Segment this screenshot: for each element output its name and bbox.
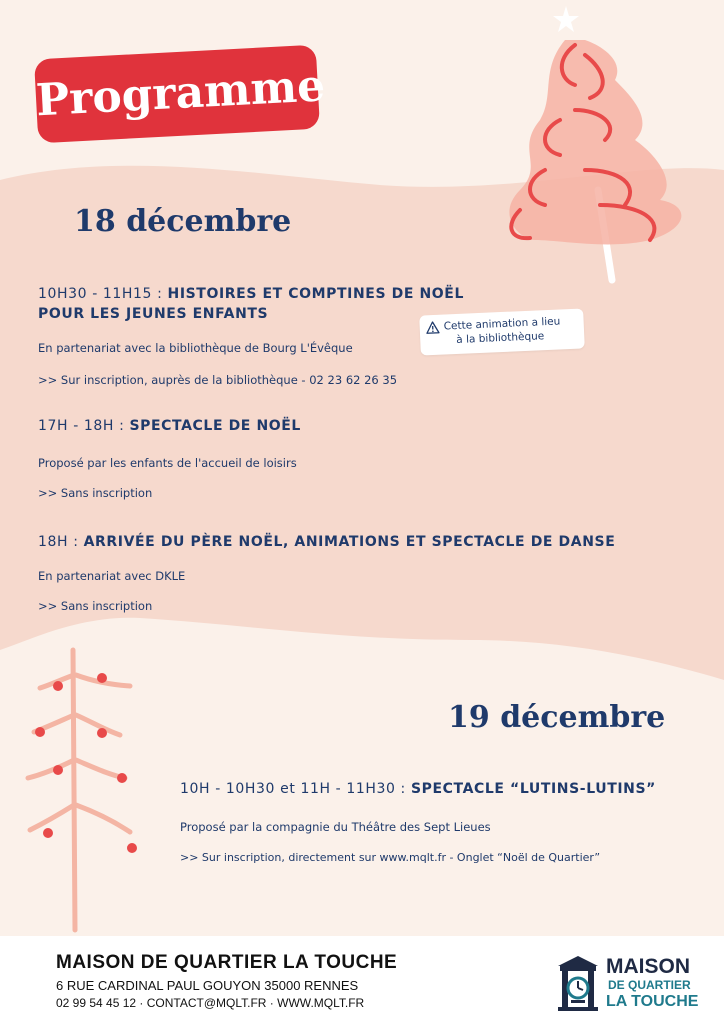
event-name: SPECTACLE “LUTINS-LUTINS”	[410, 781, 656, 797]
tree-bottom-left-icon	[28, 650, 137, 930]
event-registration: >> Sur inscription, auprès de la bibliothèque - 02 23 62 26 35	[38, 373, 398, 387]
footer-name: MAISON DE QUARTIER LA TOUCHE	[56, 952, 398, 973]
event-time: 17H - 18H :	[38, 418, 125, 434]
footer-contact: 02 99 54 45 12 · CONTACT@MQLT.FR · WWW.MQLT.FR	[56, 996, 365, 1010]
event-detail: En partenariat avec la bibliothèque de Bourg L'Évêque	[38, 341, 353, 355]
event-name: SPECTACLE DE NOËL	[129, 418, 301, 434]
event-time: 10H30 - 11H15 :	[38, 286, 163, 302]
event-title	[38, 284, 464, 324]
event-registration: >> Sans inscription	[38, 599, 153, 613]
event-time: 18H :	[38, 534, 79, 550]
event-detail: Proposé par la compagnie du Théâtre des Sept Lieues	[180, 820, 491, 834]
event-time: 10H - 10H30 et 11H - 11H30 :	[180, 781, 406, 797]
event-title	[180, 779, 656, 799]
logo-line2: DE QUARTIER	[608, 978, 691, 992]
logo-line3: LA TOUCHE	[606, 993, 699, 1010]
event-detail: Proposé par les enfants de l'accueil de loisirs	[38, 456, 297, 470]
event-name: ARRIVÉE DU PÈRE NOËL, ANIMATIONS ET SPECTACLE DE DANSE	[83, 534, 616, 550]
note-line2: à la bibliothèque	[456, 330, 545, 346]
programme-badge: Programme	[34, 45, 320, 144]
day-title-19: 19 décembre	[448, 700, 666, 735]
footer-address: 6 RUE CARDINAL PAUL GOUYON 35000 RENNES	[56, 978, 359, 993]
logo-line1: MAISON	[606, 955, 690, 978]
clock-building-icon	[554, 952, 602, 1012]
location-note	[419, 308, 585, 355]
event-registration: >> Sur inscription, directement sur www.mqlt.fr - Onglet “Noël de Quartier”	[180, 851, 601, 864]
note-line1: Cette animation a lieu	[443, 315, 561, 333]
event-title	[38, 532, 615, 552]
event-title	[38, 416, 301, 436]
event-name: HISTOIRES ET COMPTINES DE NOËL	[167, 286, 464, 302]
warning-icon	[425, 321, 440, 335]
event-name-cont: POUR LES JEUNES ENFANTS	[38, 306, 269, 322]
day-title-18: 18 décembre	[74, 204, 292, 239]
event-registration: >> Sans inscription	[38, 486, 153, 500]
event-detail: En partenariat avec DKLE	[38, 569, 186, 583]
